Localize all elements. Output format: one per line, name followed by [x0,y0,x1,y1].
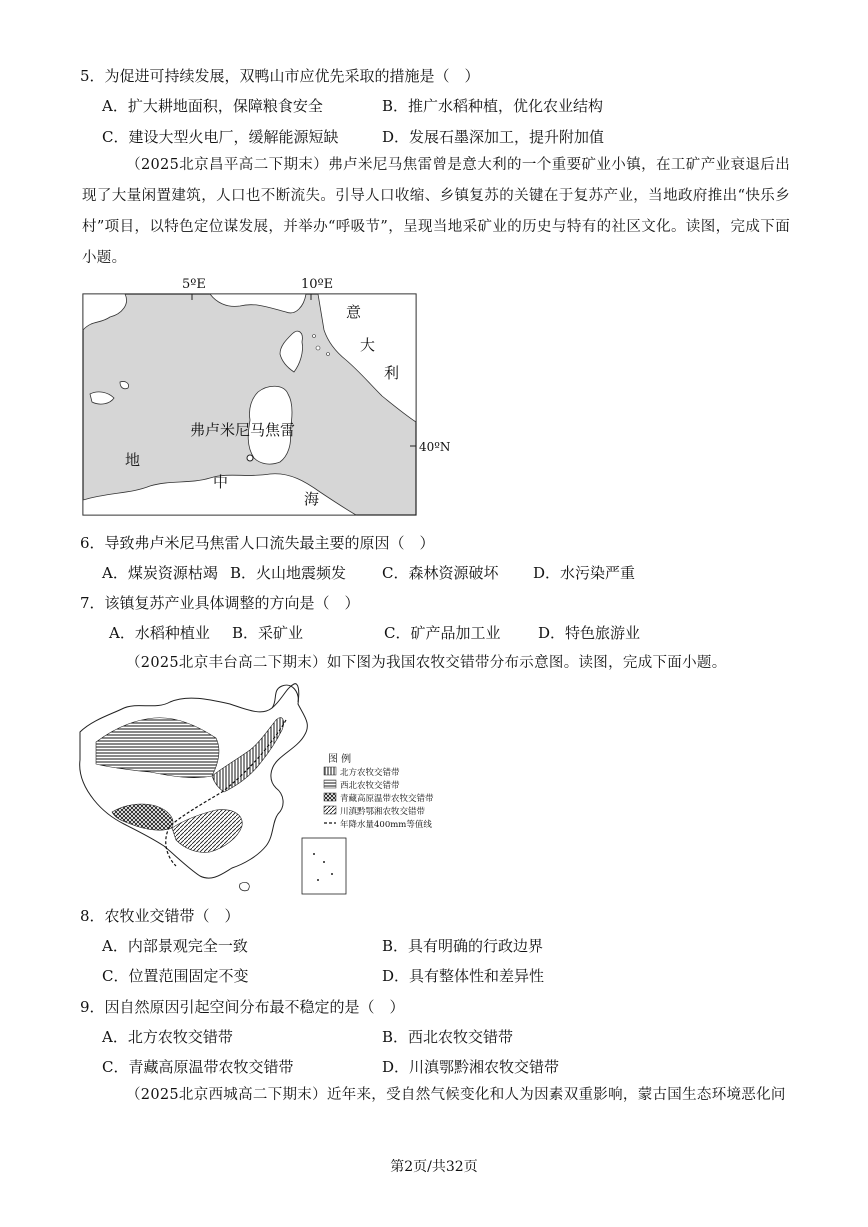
q8-option-b: B．具有明确的行政边界 [382,937,544,955]
china-ecotone-map [72,680,492,902]
passage-2-text: （2025北京丰台高二下期末）如下图为我国农牧交错带分布示意图。读图，完成下面小题。 [126,655,727,671]
q8-option-a: A．内部景观完全一致 [102,937,248,955]
legend-item-1: 北方农牧交错带 [340,768,400,778]
q8-option-d: D．具有整体性和差异性 [382,967,545,985]
passage-1 [82,150,790,274]
passage-2 [82,648,790,679]
q5-stem: 5．为促进可持续发展，双鸭山市应优先采取的措施是（ ） [80,67,480,85]
lon-10e-label: 10ºE [301,277,334,292]
q5-option-d: D．发展石墨深加工，提升附加值 [382,128,605,146]
sea-label-3: 海 [304,490,320,508]
sardinia-map [70,272,460,520]
q7-option-b: B．采矿业 [232,624,304,642]
q6-option-b: B．火山地震频发 [230,564,347,582]
q9-option-d: D．川滇鄂黔湘农牧交错带 [382,1058,560,1076]
q7-option-c: C．矿产品加工业 [384,624,501,642]
q6-option-c: C．森林资源破坏 [382,564,499,582]
italy-label-3: 利 [384,364,400,382]
q7-option-a: A．水稻种植业 [109,624,210,642]
q9-stem: 9．因自然原因引起空间分布最不稳定的是（ ） [80,998,405,1016]
passage-3 [82,1080,790,1111]
q5-option-b: B．推广水稻种植，优化农业结构 [382,97,604,115]
q8-option-c: C．位置范围固定不变 [102,967,249,985]
south-sea-inset [302,838,346,894]
legend-item-5: 年降水量400mm等值线 [340,820,432,830]
passage-3-text: （2025北京西城高二下期末）近年来，受自然气候变化和人为因素双重影响，蒙古国生态环境恶化问 [126,1087,786,1103]
q9-option-a: A．北方农牧交错带 [102,1028,233,1046]
sea-label-2: 中 [213,473,229,491]
q7-option-d: D．特色旅游业 [538,624,641,642]
italy-label-2: 大 [360,336,376,354]
passage-1-text: （2025北京昌平高二下期末）弗卢米尼马焦雷曾是意大利的一个重要矿业小镇，在工矿产业衰退后出现了大量闲置建筑，人口也不断流失。引导人口收缩、乡镇复苏的关键在于复苏产业，当地政府推出“快乐乡村”项目，以特色定位谋发展，并举办“呼吸节”，呈现当地采矿业的历史与特有的社区文化。读图，完成下面小题。 [82,157,790,266]
q8-stem: 8．农牧业交错带（ ） [80,907,240,925]
sea-label-1: 地 [125,451,141,469]
lon-5e-label: 5ºE [182,277,206,292]
legend-item-2: 西北农牧交错带 [340,781,400,791]
town-marker [247,455,253,461]
legend-title: 图 例 [328,754,352,765]
page-footer: 第2页/共32页 [390,1159,478,1175]
legend-item-4: 川滇黔鄂湘农牧交错带 [340,807,426,817]
italy-label-1: 意 [346,303,362,321]
q6-option-a: A．煤炭资源枯竭 [102,564,218,582]
lat-40n-label: 40ºN [419,440,451,454]
town-label: 弗卢米尼马焦雷 [190,421,296,439]
q5-option-c: C．建设大型火电厂，缓解能源短缺 [102,128,339,146]
map-legend [324,752,434,830]
q6-stem: 6．导致弗卢米尼马焦雷人口流失最主要的原因（ ） [80,534,435,552]
q6-option-d: D．水污染严重 [533,564,636,582]
q9-option-c: C．青藏高原温带农牧交错带 [102,1058,294,1076]
q5-option-a: A．扩大耕地面积，保障粮食安全 [102,97,323,115]
q7-stem: 7．该镇复苏产业具体调整的方向是（ ） [80,594,360,612]
q9-option-b: B．西北农牧交错带 [382,1028,514,1046]
legend-item-3: 青藏高原温带农牧交错带 [340,794,434,804]
